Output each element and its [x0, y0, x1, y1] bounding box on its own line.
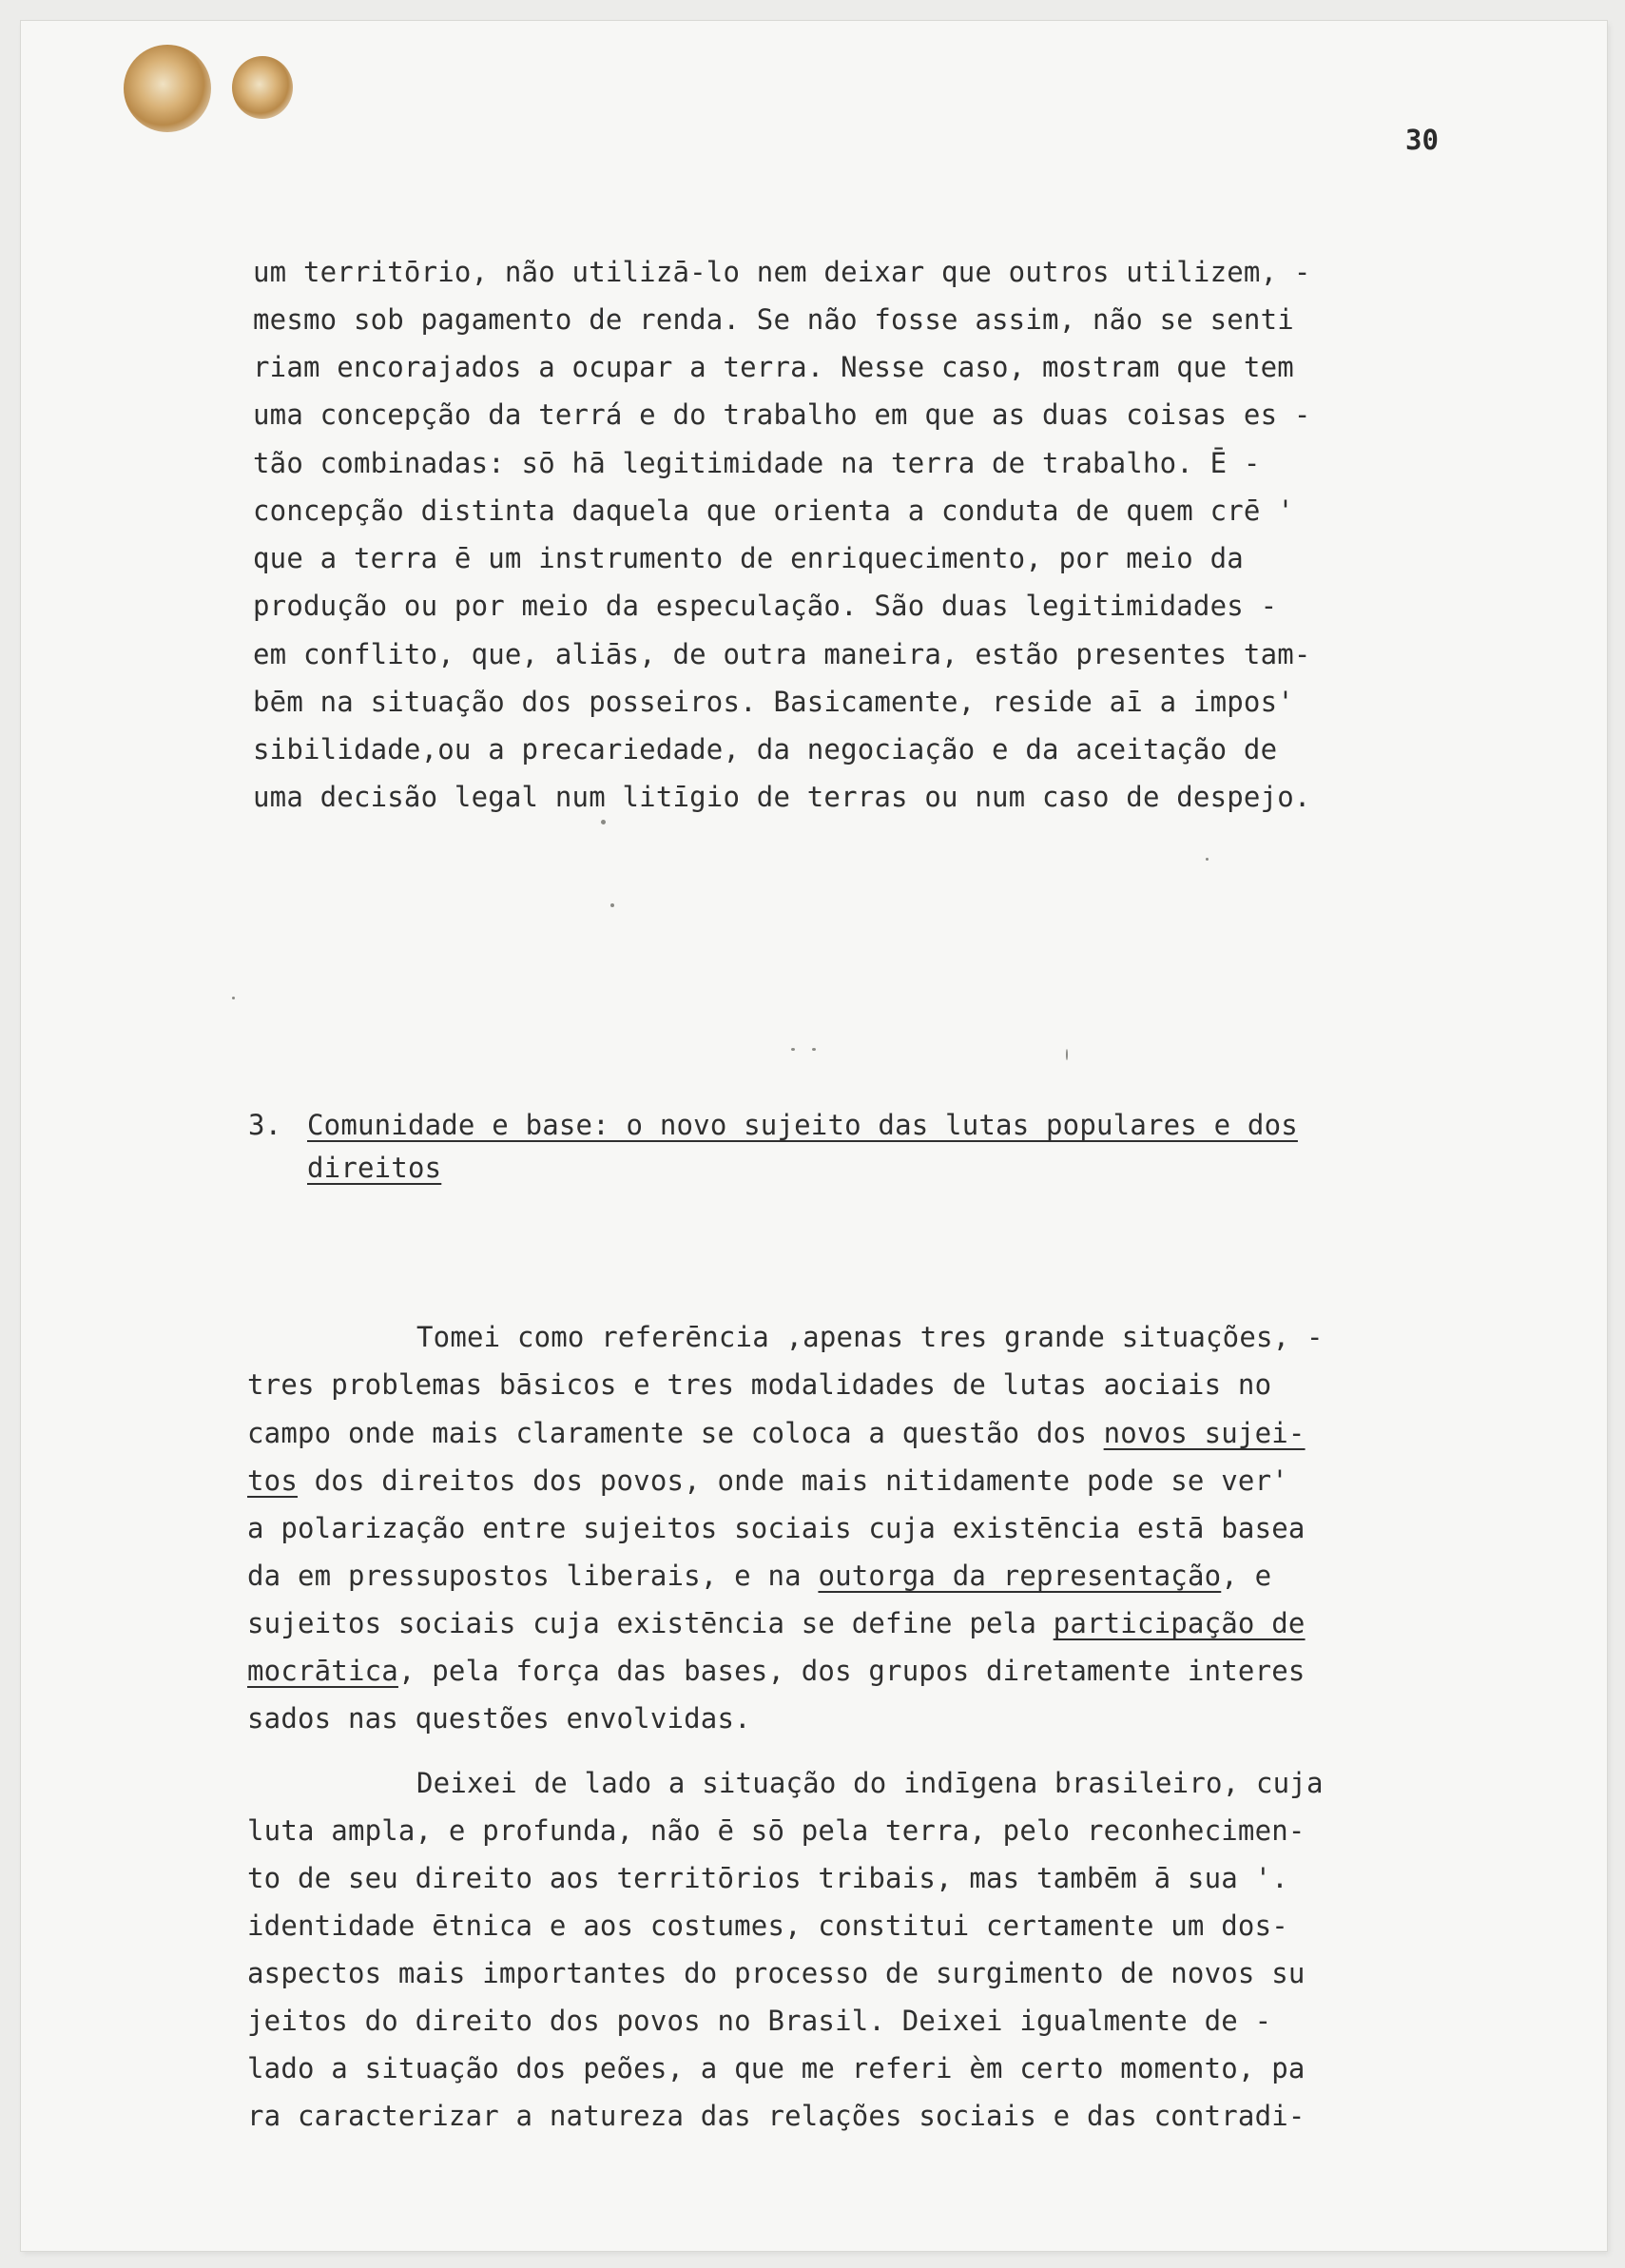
text-line: tão combinadas: sō hā legitimidade na terra de trabalho. Ē -: [253, 447, 1261, 479]
text-line: uma decisão legal num litīgio de terras ou num caso de despejo.: [253, 781, 1311, 813]
text-segment: , pela força das bases, dos grupos diretamente interes: [397, 1655, 1306, 1687]
speck: [601, 820, 606, 824]
text-line: produção ou por meio da especulação. São duas legitimidades -: [253, 590, 1278, 622]
page-number: 30: [1405, 124, 1439, 156]
stain-mark: [232, 56, 293, 119]
text-line: bēm na situação dos posseiros. Basicamente, reside aī a impos': [253, 686, 1294, 718]
text-line: lado a situação dos peões, a que me referi èm certo momento, pa: [247, 2052, 1306, 2084]
text-segment: campo onde mais claramente se coloca a questão dos: [247, 1417, 1104, 1449]
section-title-line-1: Comunidade e base: o novo sujeito das lutas populares e dos: [307, 1109, 1298, 1141]
underlined-phrase: outorga da representação: [818, 1560, 1222, 1592]
underlined-phrase: mocrātica: [247, 1655, 398, 1687]
speck: [1206, 858, 1209, 861]
text-line: sibilidade,ou a precariedade, da negociação e da aceitação de: [253, 733, 1278, 766]
underlined-phrase: tos: [247, 1464, 298, 1497]
text-line: concepção distinta daquela que orienta a conduta de quem crē ': [253, 494, 1294, 527]
text-line: Deixei de lado a situação do indīgena brasileiro, cuja: [416, 1767, 1324, 1799]
text-line: [247, 1606, 1306, 1640]
speck: [232, 997, 235, 999]
text-line: Tomei como referēncia ,apenas tres grande situações, -: [416, 1321, 1324, 1353]
text-line: [247, 1416, 1306, 1450]
text-line: riam encorajados a ocupar a terra. Nesse caso, mostram que tem: [253, 351, 1294, 383]
stain-mark: [124, 45, 211, 132]
text-line: uma concepção da terrá e do trabalho em que as duas coisas es -: [253, 398, 1311, 431]
text-line: que a terra ē um instrumento de enriquecimento, por meio da: [253, 542, 1244, 574]
underlined-phrase: novos sujei-: [1103, 1417, 1306, 1449]
section-number: 3.: [248, 1109, 282, 1141]
text-line: mesmo sob pagamento de renda. Se não fosse assim, não se senti: [253, 303, 1294, 336]
text-line: em conflito, que, aliās, de outra maneira, estão presentes tam-: [253, 638, 1311, 670]
text-line: [247, 1654, 1306, 1688]
underlined-phrase: participação de: [1053, 1607, 1306, 1639]
text-line: um territōrio, não utilizā-lo nem deixar que outros utilizem, -: [253, 256, 1311, 288]
speck: [1066, 1049, 1068, 1060]
text-line: sados nas questões envolvidas.: [247, 1702, 751, 1735]
text-segment: da em pressupostos liberais, e na: [247, 1560, 819, 1592]
speck: [791, 1048, 795, 1051]
text-segment: dos direitos dos povos, onde mais nitidamente pode se ver': [297, 1464, 1288, 1497]
text-line: tres problemas bāsicos e tres modalidades de lutas aociais no: [247, 1368, 1272, 1401]
text-line: aspectos mais importantes do processo de surgimento de novos su: [247, 1957, 1306, 1989]
text-segment: sujeitos sociais cuja existēncia se define pela: [247, 1607, 1054, 1639]
text-line: jeitos do direito dos povos no Brasil. Deixei igualmente de -: [247, 2005, 1272, 2037]
speck: [812, 1048, 816, 1051]
text-line: ra caracterizar a natureza das relações sociais e das contradi-: [247, 2100, 1306, 2132]
speck: [610, 903, 614, 907]
section-title-line-2: direitos: [307, 1152, 442, 1184]
text-line: [247, 1464, 1288, 1498]
text-segment: , e: [1221, 1560, 1272, 1592]
text-line: identidade ētnica e aos costumes, constitui certamente um dos-: [247, 1909, 1288, 1942]
text-line: [247, 1559, 1271, 1593]
text-line: to de seu direito aos territōrios tribais, mas tambēm ā sua '.: [247, 1862, 1288, 1894]
text-line: luta ampla, e profunda, não ē sō pela terra, pelo reconhecimen-: [247, 1814, 1306, 1847]
text-line: a polarização entre sujeitos sociais cuja existēncia estā basea: [247, 1512, 1306, 1544]
